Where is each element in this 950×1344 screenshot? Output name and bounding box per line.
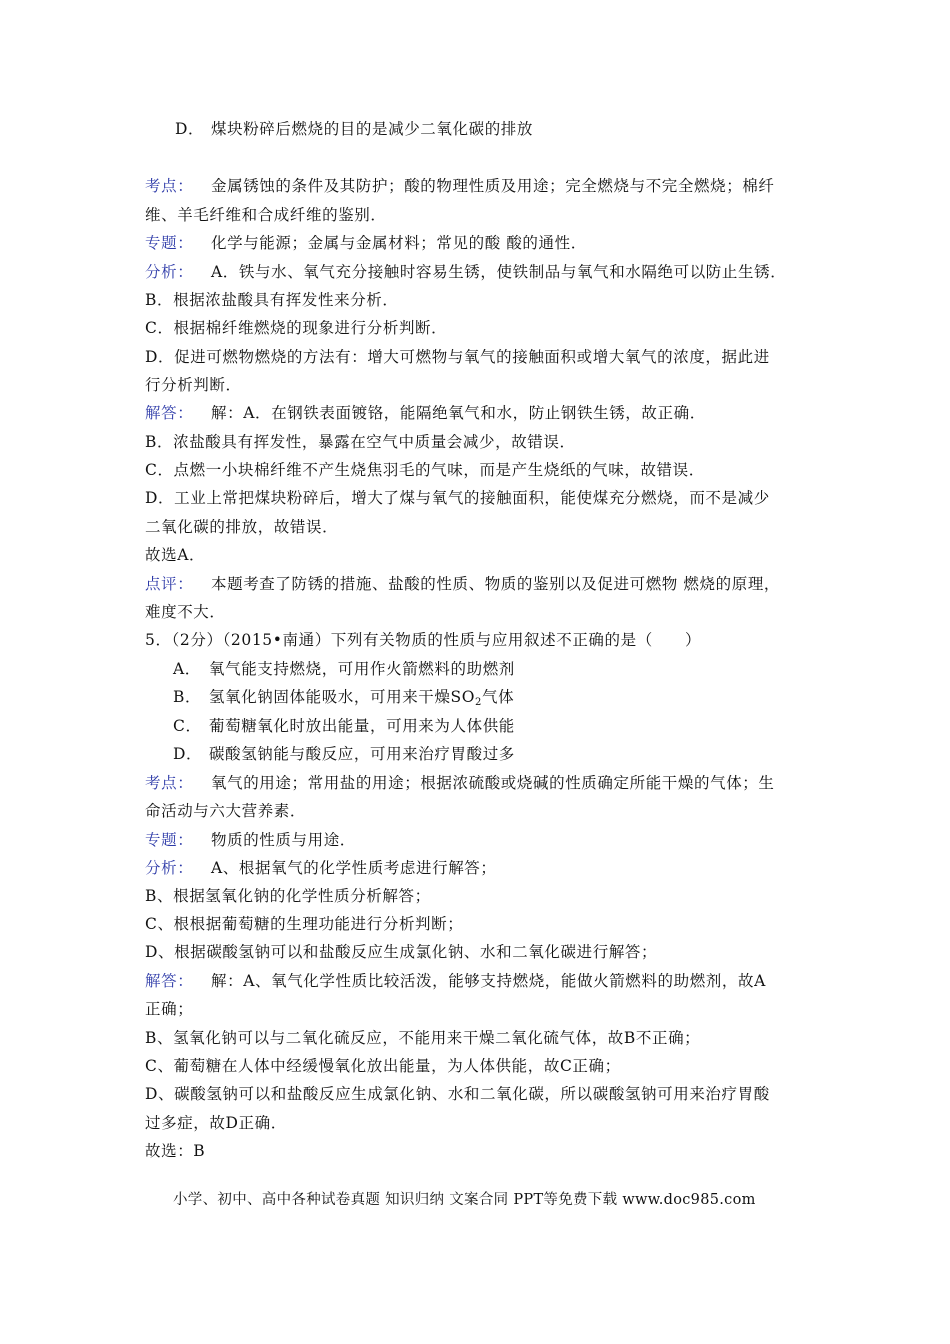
kaodian-label: 考点： <box>145 177 194 195</box>
jieda-label: 解答： <box>145 972 194 990</box>
q5-kaodian-line2: 命活动与六大营养素． <box>145 802 307 820</box>
option-text: 氧气能支持燃烧，可用作火箭燃料的助燃剂 <box>209 660 515 678</box>
q5-kaodian <box>145 773 805 793</box>
q5-jieda <box>145 971 805 991</box>
q5-stem: 5．（2分）（2015•南通）下列有关物质的性质与应用叙述不正确的是（ ） <box>145 631 702 649</box>
option-letter: A． <box>173 660 201 678</box>
q4-fenxi-line4: D．促进可燃物燃烧的方法有：增大可燃物与氧气的接触面积或增大氧气的浓度，据此进 <box>145 348 770 366</box>
q5-fenxi-line2: B、根据氢氧化钠的化学性质分析解答； <box>145 887 431 905</box>
q4-fenxi-line5: 行分析判断． <box>145 376 242 394</box>
q5-fenxi <box>145 858 805 878</box>
q5-jieda-line2: 正确； <box>145 1000 194 1018</box>
q4-fenxi-line3: C．根据棉纤维燃烧的现象进行分析判断． <box>145 319 448 337</box>
option-letter: C． <box>173 717 202 735</box>
q5-jieda-line3: B、氢氧化钠可以与二氧化硫反应，不能用来干燥二氧化硫气体，故B不正确； <box>145 1029 701 1047</box>
q4-dianping <box>145 574 805 594</box>
jieda-text: 解：A．在钢铁表面镀铬，能隔绝氧气和水，防止钢铁生锈，故正确． <box>211 404 706 422</box>
q5-jieda-line4: C、葡萄糖在人体中经缓慢氧化放出能量，为人体供能，故C正确； <box>145 1057 621 1075</box>
q5-option-b <box>173 687 833 707</box>
kaodian-text: 金属锈蚀的条件及其防护；酸的物理性质及用途；完全燃烧与不完全燃烧；棉纤 <box>211 177 775 195</box>
q5-option-a <box>173 659 833 679</box>
q4-jieda-line4: D．工业上常把煤块粉碎后，增大了煤与氧气的接触面积，能使煤充分燃烧，而不是减少 <box>145 489 770 507</box>
kaodian-text: 氧气的用途；常用盐的用途；根据浓硫酸或烧碱的性质确定所能干燥的气体；生 <box>211 774 775 792</box>
option-text: 葡萄糖氧化时放出能量，可用来为人体供能 <box>209 717 515 735</box>
q4-kaodian <box>145 176 805 196</box>
q5-option-d <box>173 744 833 764</box>
q4-option-d <box>175 119 835 139</box>
option-letter: D． <box>175 120 205 138</box>
option-text: 氢氧化钠固体能吸水，可用来干燥SO <box>209 688 476 706</box>
fenxi-text: A．铁与水、氧气充分接触时容易生锈，使铁制品与氧气和水隔绝可以防止生锈． <box>211 263 787 281</box>
fenxi-text: A、根据氧气的化学性质考虑进行解答； <box>211 859 497 877</box>
option-letter: B． <box>173 688 202 706</box>
q4-dianping-line2: 难度不大． <box>145 603 226 621</box>
zhuanti-text: 物质的性质与用途． <box>211 831 356 849</box>
q4-fenxi <box>145 262 805 282</box>
q5-jieda-line5: D、碳酸氢钠可以和盐酸反应生成氯化钠、水和二氧化碳，所以碳酸氢钠可用来治疗胃酸 <box>145 1085 770 1103</box>
option-text: 碳酸氢钠能与酸反应，可用来治疗胃酸过多 <box>209 745 515 763</box>
q4-jieda <box>145 403 805 423</box>
option-letter: D． <box>173 745 203 763</box>
fenxi-label: 分析： <box>145 859 194 877</box>
zhuanti-text: 化学与能源；金属与金属材料；常见的酸 酸的通性． <box>211 234 587 252</box>
q5-fenxi-line3: C、根根据葡萄糖的生理功能进行分析判断； <box>145 915 464 933</box>
q5-zhuanti <box>145 830 805 850</box>
q4-jieda-line6: 故选A． <box>145 546 206 564</box>
dianping-text: 本题考查了防锈的措施、盐酸的性质、物质的鉴别以及促进可燃物 燃烧的原理， <box>211 575 781 593</box>
zhuanti-label: 专题： <box>145 831 194 849</box>
q4-jieda-line3: C．点燃一小块棉纤维不产生烧焦羽毛的气味，而是产生烧纸的气味，故错误． <box>145 461 705 479</box>
q5-jieda-line6: 过多症，故D正确． <box>145 1114 287 1132</box>
kaodian-label: 考点： <box>145 774 194 792</box>
dianping-label: 点评： <box>145 575 194 593</box>
jieda-label: 解答： <box>145 404 194 422</box>
fenxi-label: 分析： <box>145 263 194 281</box>
subscript: 2 <box>475 697 482 708</box>
jieda-text: 解：A、氧气化学性质比较活泼，能够支持燃烧，能做火箭燃料的助燃剂，故A <box>211 972 766 990</box>
q4-zhuanti <box>145 233 805 253</box>
q4-kaodian-line2: 维、羊毛纤维和合成纤维的鉴别． <box>145 206 387 224</box>
q4-jieda-line5: 二氧化碳的排放，故错误． <box>145 518 339 536</box>
q4-fenxi-line2: B．根据浓盐酸具有挥发性来分析． <box>145 291 399 309</box>
option-text: 煤块粉碎后燃烧的目的是减少二氧化碳的排放 <box>211 120 534 138</box>
page-footer: 小学、初中、高中各种试卷真题 知识归纳 文案合同 PPT等免费下载 www.doc985.com <box>173 1192 756 1208</box>
zhuanti-label: 专题： <box>145 234 194 252</box>
q5-fenxi-line4: D、根据碳酸氢钠可以和盐酸反应生成氯化钠、水和二氧化碳进行解答； <box>145 943 658 961</box>
q5-option-c <box>173 716 833 736</box>
q4-jieda-line2: B．浓盐酸具有挥发性，暴露在空气中质量会减少，故错误． <box>145 433 576 451</box>
option-text-tail: 气体 <box>482 688 515 706</box>
q5-jieda-line7: 故选：B <box>145 1142 206 1160</box>
